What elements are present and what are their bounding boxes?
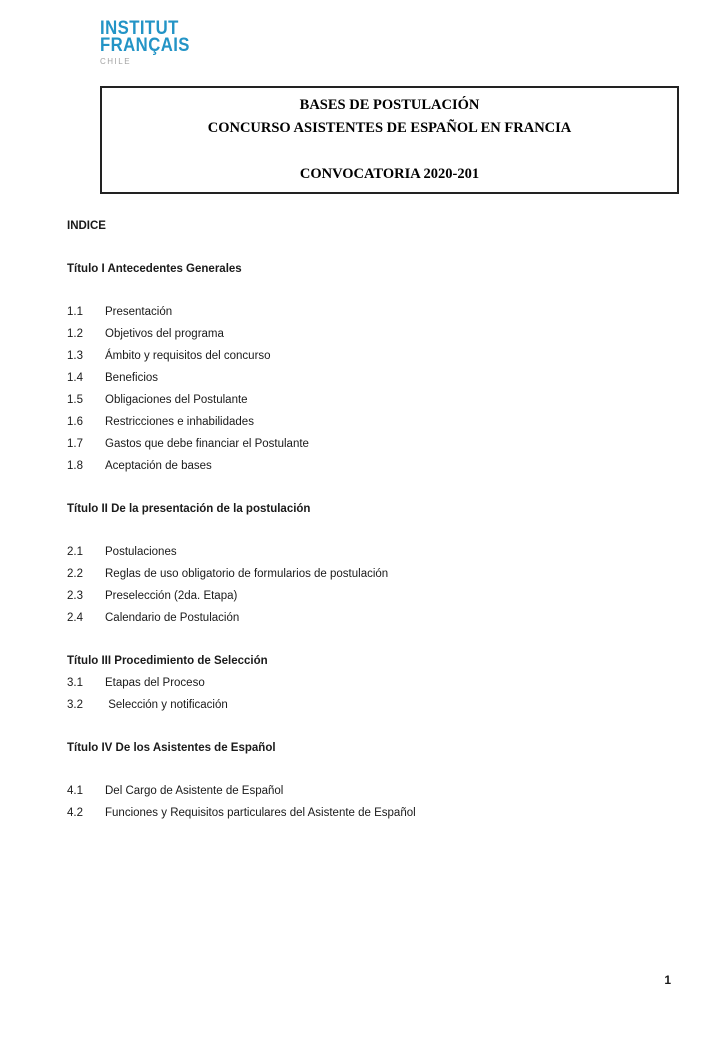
toc-item-label: Etapas del Proceso (105, 677, 205, 689)
toc-item-label: Funciones y Requisitos particulares del Asistente de Español (105, 807, 416, 819)
toc-section-4 (67, 737, 667, 824)
toc-item (67, 607, 667, 629)
toc-item (67, 323, 667, 345)
toc-item-label: Selección y notificación (105, 699, 228, 711)
toc-item-number: 2.4 (67, 612, 83, 624)
section-1-title: Título I Antecedentes Generales (67, 263, 242, 275)
toc-item-label: Gastos que debe financiar el Postulante (105, 438, 309, 450)
toc-item-label: Aceptación de bases (105, 460, 212, 472)
section-3-title: Título III Procedimiento de Selección (67, 655, 268, 667)
toc-item (67, 367, 667, 389)
document-title-line1: BASES DE POSTULACIÓN (299, 97, 480, 113)
logo-line-francais: FRANÇAIS (100, 35, 190, 56)
toc-item-label: Postulaciones (105, 546, 177, 558)
toc-item (67, 563, 667, 585)
toc-item-label: Ámbito y requisitos del concurso (105, 350, 271, 362)
logo-wordmark (100, 20, 599, 54)
toc-item (67, 345, 667, 367)
title-box-blank-line (112, 140, 667, 163)
toc-item-number: 4.2 (67, 807, 83, 819)
toc-item-label: Del Cargo de Asistente de Español (105, 785, 284, 797)
toc-item (67, 780, 667, 802)
toc-item-label: Objetivos del programa (105, 328, 224, 340)
document-title-line3: CONVOCATORIA 2020-201 (299, 166, 480, 182)
toc-item (67, 672, 667, 694)
toc-section-3 (67, 650, 667, 716)
logo-line-institut: INSTITUT (100, 18, 179, 39)
toc-item-number: 1.7 (67, 438, 83, 450)
toc-item-number: 3.1 (67, 677, 83, 689)
toc-item-label: Restricciones e inhabilidades (105, 416, 254, 428)
institut-francais-logo (100, 20, 667, 66)
toc-item-number: 1.4 (67, 372, 83, 384)
toc-item-label: Reglas de uso obligatorio de formularios de postulación (105, 568, 389, 580)
toc-item-number: 1.1 (67, 306, 83, 318)
toc-item-number: 1.6 (67, 416, 83, 428)
section-4-title: Título IV De los Asistentes de Español (67, 742, 276, 754)
toc-item-number: 2.2 (67, 568, 83, 580)
toc-item-number: 1.5 (67, 394, 83, 406)
toc-item-number: 1.8 (67, 460, 83, 472)
toc-item (67, 455, 667, 477)
toc-item-number: 1.2 (67, 328, 83, 340)
toc-item-number: 2.1 (67, 546, 83, 558)
toc-item (67, 585, 667, 607)
toc-section-1 (67, 258, 667, 477)
toc-item-label: Beneficios (105, 372, 159, 384)
section-2-title: Título II De la presentación de la postulación (67, 503, 311, 515)
logo-country-label: CHILE (100, 57, 132, 66)
toc-item-number: 4.1 (67, 785, 83, 797)
toc-item-number: 3.2 (67, 699, 83, 711)
toc-item (67, 433, 667, 455)
toc-item (67, 802, 667, 824)
toc-item (67, 541, 667, 563)
toc-item-label: Calendario de Postulación (105, 612, 240, 624)
document-page (0, 20, 724, 824)
toc-item-label: Presentación (105, 306, 173, 318)
toc-item-label: Preselección (2da. Etapa) (105, 590, 238, 602)
title-box (100, 86, 679, 194)
index-heading: INDICE (67, 220, 106, 232)
toc-item-number: 2.3 (67, 590, 83, 602)
toc-item-number: 1.3 (67, 350, 83, 362)
toc-item (67, 411, 667, 433)
toc-item (67, 694, 667, 716)
page-number: 1 (664, 973, 671, 987)
toc-item-label: Obligaciones del Postulante (105, 394, 248, 406)
toc-item (67, 389, 667, 411)
toc-section-2 (67, 498, 667, 629)
document-title-line2: CONCURSO ASISTENTES DE ESPAÑOL EN FRANCIA (207, 120, 572, 136)
toc-item (67, 301, 667, 323)
